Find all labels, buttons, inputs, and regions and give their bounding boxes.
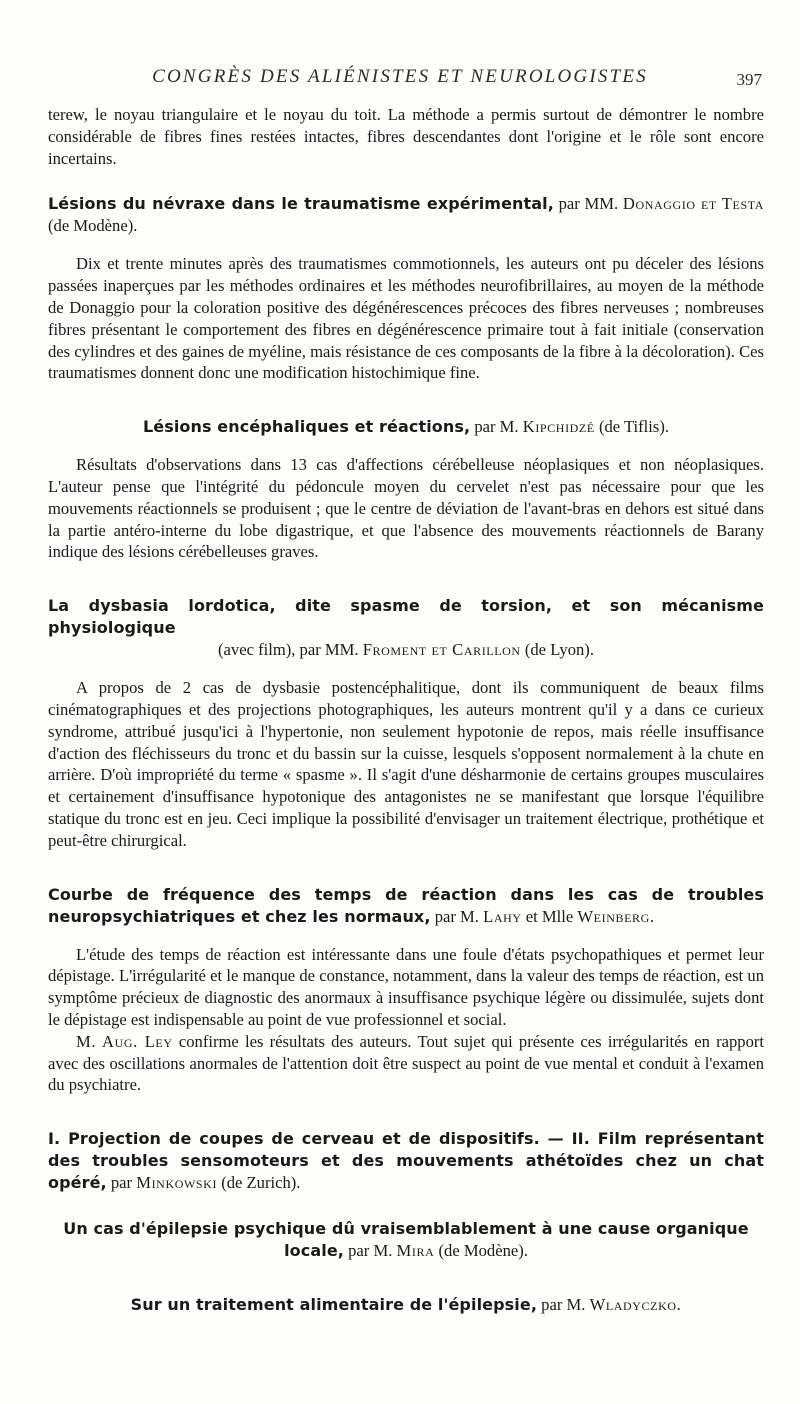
section-body: Résultats d'observations dans 13 cas d'affections cérébelleuse néoplasiques et non néoplasiques. L'auteur pense que l'intégrité du pédoncule moyen du cervelet n'est pas nécessaire pour que les mouvements réactionnels se produisent ; que le centre de déviation de l'avant-bras en dehors est situé dans la partie antéro-interne du lobe digastrique, et que l'absence des mouvements réactionnels de Barany indique des lésions cérébelleuses graves. [48, 455, 764, 562]
section-epilepsie-psychique [48, 1218, 764, 1262]
section-title: I. Projection de coupes de cerveau et de dispositifs. — II. Film représentant des troubles sensomoteurs et des mouvements athétoïdes chez un chat opéré, [48, 1129, 764, 1193]
discussant-text: confirme les résultats des auteurs. Tout sujet qui présente ces irrégularités en rapport avec des oscillations anormales de l'attention doit être suspect au point de vue mental et conduit à l'examen du psychiatre. [48, 1031, 765, 1095]
section-title: La dysbasia lordotica, dite spasme de torsion, et son mécanisme physiologique [48, 596, 764, 638]
section-encephaliques [48, 416, 764, 563]
section-heading [48, 1294, 764, 1316]
authors: Minkowski [136, 1173, 218, 1193]
running-title: CONGRÈS DES ALIÉNISTES ET NEUROLOGISTES [152, 66, 648, 87]
byline-prefix: par M. [348, 1241, 393, 1261]
section-traumatisme [48, 193, 764, 384]
authors: Froment et Carillon [362, 640, 521, 660]
authors: Lahy [483, 906, 522, 926]
byline-prefix: par MM. [558, 194, 619, 214]
section-heading [48, 416, 764, 438]
section-title: Sur un traitement alimentaire de l'épilepsie, [130, 1295, 537, 1315]
page-number: 397 [736, 70, 762, 89]
section-heading [48, 1218, 764, 1262]
byline-prefix: par M. [434, 906, 479, 926]
section-heading [48, 595, 764, 639]
authors: Donaggio et Testa [622, 194, 764, 214]
section-title: Un cas d'épilepsie psychique dû vraisemblablement à une cause organique locale, [63, 1219, 749, 1261]
section-title: Courbe de fréquence des temps de réaction dans les cas de troubles neuropsychiatriques et chez les normaux, [48, 884, 764, 926]
section-body-2 [48, 1031, 764, 1096]
byline-suffix: (de Zurich). [221, 1173, 301, 1193]
discussant-name: M. Aug. Ley [76, 1031, 173, 1051]
section-heading [48, 193, 764, 237]
authors-2: Weinberg. [577, 906, 655, 926]
section-projection [48, 1128, 764, 1194]
section-byline [48, 639, 764, 661]
section-title: Lésions du névraxe dans le traumatisme expérimental, [48, 194, 554, 214]
section-heading [48, 884, 764, 928]
section-courbe [48, 884, 764, 1097]
byline-prefix: par [110, 1173, 133, 1193]
section-heading [48, 1128, 764, 1194]
authors: Wladyczko. [589, 1295, 682, 1315]
authors: Mira [396, 1241, 435, 1261]
byline-prefix: (avec film), par MM. [218, 640, 359, 660]
section-body: L'étude des temps de réaction est intéressante dans une foule d'états psychopathiques et permet leur dépistage. L'irrégularité et le manque de constance, notamment, dans la valeur des temps de réaction, est un symptôme précieux de diagnostic des anormaux à insuffisance psychique légère ou dissimulée, sujets dont le dépistage est indispensable au point de vue professionnel et social. [48, 944, 764, 1029]
byline-suffix: (de Modène). [48, 216, 138, 236]
section-traitement-alimentaire [48, 1294, 764, 1316]
section-title: Lésions encéphaliques et réactions, [142, 417, 471, 437]
page-body [48, 104, 764, 1316]
byline-prefix: par M. [541, 1295, 586, 1315]
byline-suffix: (de Tiflis). [598, 417, 670, 437]
byline-prefix: par M. [474, 417, 519, 437]
intro-paragraph: terew, le noyau triangulaire et le noyau du toit. La méthode a permis surtout de démontrer le nombre considérable de fibres fines restées intactes, fibres descendantes dont l'origine et le rôle sont encore incertains. [48, 105, 764, 168]
section-body: Dix et trente minutes après des traumatismes commotionnels, les auteurs ont pu déceler des lésions passées inaperçues par les méthodes ordinaires et les méthodes neurofibrillaires, au moyen de la méthode de Donaggio pour la coloration positive des dégénérescences précoces des fibres nerveuses ; nombreuses fibres présentant le comportement des fibres en dégénérescence primaire tout à fait initiale (conservation des cylindres et des gaines de myéline, mais résistance de ces composants de la fibre à la décoloration). Ces traumatismes donnent donc une modification histochimique fine. [48, 254, 764, 383]
byline-suffix: (de Lyon). [524, 640, 594, 660]
authors: Kipchidzé [522, 417, 595, 437]
section-dysbasia [48, 595, 764, 851]
byline-mid: et Mlle [525, 906, 574, 926]
byline-suffix: (de Modène). [438, 1241, 528, 1261]
section-body: A propos de 2 cas de dysbasie postencéphalitique, dont ils communiquent de beaux films cinématographiques et des projections photographiques, les auteurs montrent qu'il y a dans ce curieux syndrome, attribué jusqu'ici à l'hypertonie, non seulement hypotonie de repos, mais réelle insuffisance d'action des fléchisseurs du tronc et du bassin sur la cuisse, lesquels s'opposent normalement à la chute en arrière. D'où impropriété du terme « spasme ». Il s'agit d'une désharmonie de certains groupes musculaires et certainement d'insuffisance hypotonique des antagonistes ne se manifestant que lorsque l'équilibre statique du tronc est en jeu. Ceci implique la possibilité d'envisager un traitement électrique, prothétique et peut-être chirurgical. [48, 678, 764, 850]
